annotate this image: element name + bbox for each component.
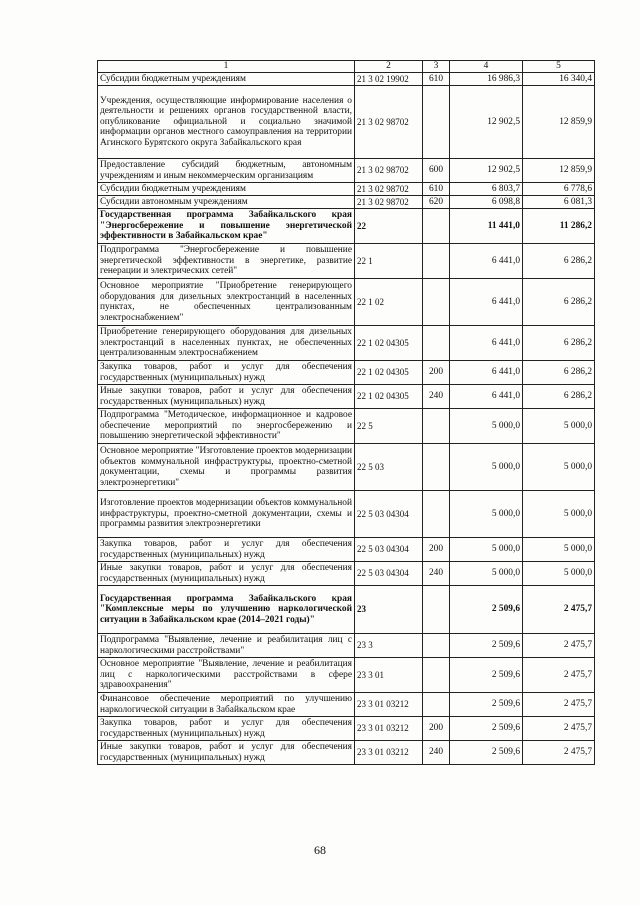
row-value-col4: 2 509,6 bbox=[450, 586, 523, 634]
row-value-col4: 5 000,0 bbox=[450, 444, 523, 491]
row-code: 21 3 02 98702 bbox=[355, 86, 423, 159]
row-value-col5: 2 475,7 bbox=[523, 658, 595, 693]
row-expense-type: 610 bbox=[423, 73, 450, 86]
table-row bbox=[98, 693, 595, 717]
row-code: 21 3 02 98702 bbox=[355, 183, 423, 196]
row-code: 22 1 bbox=[355, 244, 423, 279]
budget-table bbox=[97, 60, 595, 765]
row-value-col5: 6 778,6 bbox=[523, 183, 595, 196]
row-name: Финансовое обеспечение мероприятий по улучшению наркологической ситуации в Забайкальском крае bbox=[98, 693, 355, 717]
row-code: 23 3 01 03212 bbox=[355, 741, 423, 765]
row-code: 22 5 03 04304 bbox=[355, 538, 423, 562]
header-row bbox=[98, 61, 595, 73]
row-value-col5: 12 859,9 bbox=[523, 86, 595, 159]
table-row bbox=[98, 73, 595, 86]
table-row bbox=[98, 86, 595, 159]
row-name: Основное мероприятие "Приобретение генерирующего оборудования для дизельных электростанций в населенных пунктах, не обеспеченных централизованным электроснабжением" bbox=[98, 279, 355, 326]
row-name: Подпрограмма "Энергосбережение и повышение энергетической эффективности в энергетике, развитие генерации и электрических сетей" bbox=[98, 244, 355, 279]
row-value-col5: 16 340,4 bbox=[523, 73, 595, 86]
page-number: 68 bbox=[314, 843, 326, 857]
row-value-col5: 6 286,2 bbox=[523, 385, 595, 409]
header-col-3: 3 bbox=[423, 61, 450, 73]
row-code: 22 5 03 bbox=[355, 444, 423, 491]
table-row bbox=[98, 183, 595, 196]
table-row bbox=[98, 634, 595, 658]
table-row bbox=[98, 444, 595, 491]
row-expense-type bbox=[423, 86, 450, 159]
table-row bbox=[98, 562, 595, 586]
row-value-col5: 5 000,0 bbox=[523, 562, 595, 586]
row-value-col5: 11 286,2 bbox=[523, 209, 595, 244]
row-value-col5: 2 475,7 bbox=[523, 693, 595, 717]
row-value-col5: 5 000,0 bbox=[523, 444, 595, 491]
row-expense-type: 620 bbox=[423, 196, 450, 209]
row-code: 22 bbox=[355, 209, 423, 244]
row-code: 22 1 02 04305 bbox=[355, 326, 423, 361]
row-name: Подпрограмма "Выявление, лечение и реабилитация лиц с наркологическими расстройствами" bbox=[98, 634, 355, 658]
table-row bbox=[98, 409, 595, 444]
table-row bbox=[98, 196, 595, 209]
row-value-col4: 12 902,5 bbox=[450, 159, 523, 183]
budget-table-body bbox=[98, 61, 595, 765]
row-name: Субсидии бюджетным учреждениям bbox=[98, 183, 355, 196]
table-row bbox=[98, 717, 595, 741]
row-value-col4: 6 098,8 bbox=[450, 196, 523, 209]
row-name: Закупка товаров, работ и услуг для обеспечения государственных (муниципальных) нужд bbox=[98, 361, 355, 385]
row-value-col5: 6 286,2 bbox=[523, 244, 595, 279]
header-col-2: 2 bbox=[355, 61, 423, 73]
row-expense-type: 200 bbox=[423, 361, 450, 385]
row-expense-type bbox=[423, 244, 450, 279]
row-value-col5: 2 475,7 bbox=[523, 717, 595, 741]
row-value-col4: 6 441,0 bbox=[450, 279, 523, 326]
row-value-col4: 2 509,6 bbox=[450, 717, 523, 741]
row-value-col4: 5 000,0 bbox=[450, 491, 523, 538]
row-value-col4: 12 902,5 bbox=[450, 86, 523, 159]
row-expense-type: 240 bbox=[423, 741, 450, 765]
row-value-col4: 6 441,0 bbox=[450, 361, 523, 385]
row-value-col5: 6 081,3 bbox=[523, 196, 595, 209]
table-row bbox=[98, 586, 595, 634]
table-row bbox=[98, 279, 595, 326]
row-value-col4: 5 000,0 bbox=[450, 538, 523, 562]
table-row bbox=[98, 244, 595, 279]
row-name: Учреждения, осуществляющие информирование населения о деятельности и решениях органов государственной власти, опубликование официальной и социально значимой информации органов местного самоуправления на территории Агинского Бурятского округа Забайкальского края bbox=[98, 86, 355, 159]
row-code: 23 3 01 03212 bbox=[355, 717, 423, 741]
row-value-col4: 6 803,7 bbox=[450, 183, 523, 196]
row-code: 22 5 03 04304 bbox=[355, 491, 423, 538]
row-name: Иные закупки товаров, работ и услуг для обеспечения государственных (муниципальных) нужд bbox=[98, 741, 355, 765]
row-expense-type bbox=[423, 326, 450, 361]
row-value-col4: 2 509,6 bbox=[450, 658, 523, 693]
row-value-col5: 2 475,7 bbox=[523, 586, 595, 634]
row-expense-type bbox=[423, 658, 450, 693]
row-value-col5: 6 286,2 bbox=[523, 326, 595, 361]
row-value-col4: 11 441,0 bbox=[450, 209, 523, 244]
row-value-col4: 5 000,0 bbox=[450, 409, 523, 444]
table-row bbox=[98, 209, 595, 244]
row-name: Предоставление субсидий бюджетным, автономным учреждениям и иным некоммерческим организациям bbox=[98, 159, 355, 183]
row-name: Субсидии автономным учреждениям bbox=[98, 196, 355, 209]
row-expense-type: 240 bbox=[423, 385, 450, 409]
row-code: 23 bbox=[355, 586, 423, 634]
row-code: 23 3 01 03212 bbox=[355, 693, 423, 717]
row-value-col5: 2 475,7 bbox=[523, 741, 595, 765]
row-code: 22 1 02 04305 bbox=[355, 385, 423, 409]
row-value-col5: 2 475,7 bbox=[523, 634, 595, 658]
row-code: 23 3 bbox=[355, 634, 423, 658]
table-row bbox=[98, 385, 595, 409]
row-value-col5: 6 286,2 bbox=[523, 279, 595, 326]
row-name: Изготовление проектов модернизации объектов коммунальной инфраструктуры, проектно-сметной документации, схемы и программы развития электроэнергетики bbox=[98, 491, 355, 538]
row-name: Иные закупки товаров, работ и услуг для обеспечения государственных (муниципальных) нужд bbox=[98, 562, 355, 586]
table-row bbox=[98, 741, 595, 765]
row-expense-type: 200 bbox=[423, 538, 450, 562]
table-row bbox=[98, 159, 595, 183]
row-value-col4: 2 509,6 bbox=[450, 693, 523, 717]
row-expense-type: 600 bbox=[423, 159, 450, 183]
row-value-col5: 5 000,0 bbox=[523, 409, 595, 444]
header-col-5: 5 bbox=[523, 61, 595, 73]
row-name: Государственная программа Забайкальского края "Энергосбережение и повышение энергетической эффективности в Забайкальском крае" bbox=[98, 209, 355, 244]
row-value-col4: 6 441,0 bbox=[450, 244, 523, 279]
row-code: 22 5 bbox=[355, 409, 423, 444]
table-row bbox=[98, 361, 595, 385]
row-expense-type bbox=[423, 586, 450, 634]
row-expense-type: 200 bbox=[423, 717, 450, 741]
row-expense-type bbox=[423, 209, 450, 244]
row-expense-type bbox=[423, 693, 450, 717]
row-name: Подпрограмма "Методическое, информационное и кадровое обеспечение мероприятий по энергосбережению и повышению энергетической эффективности" bbox=[98, 409, 355, 444]
row-expense-type: 610 bbox=[423, 183, 450, 196]
row-value-col5: 5 000,0 bbox=[523, 538, 595, 562]
row-name: Закупка товаров, работ и услуг для обеспечения государственных (муниципальных) нужд bbox=[98, 717, 355, 741]
row-value-col4: 16 986,3 bbox=[450, 73, 523, 86]
table-row bbox=[98, 658, 595, 693]
row-value-col5: 12 859,9 bbox=[523, 159, 595, 183]
header-col-4: 4 bbox=[450, 61, 523, 73]
table-row bbox=[98, 326, 595, 361]
row-expense-type bbox=[423, 491, 450, 538]
row-value-col5: 5 000,0 bbox=[523, 491, 595, 538]
row-value-col4: 5 000,0 bbox=[450, 562, 523, 586]
row-value-col4: 6 441,0 bbox=[450, 326, 523, 361]
row-code: 21 3 02 98702 bbox=[355, 196, 423, 209]
row-expense-type: 240 bbox=[423, 562, 450, 586]
header-col-1: 1 bbox=[98, 61, 355, 73]
row-name: Иные закупки товаров, работ и услуг для обеспечения государственных (муниципальных) нужд bbox=[98, 385, 355, 409]
table-row bbox=[98, 491, 595, 538]
row-name: Основное мероприятие "Выявление, лечение и реабилитация лиц с наркологическими расстройствами в сфере здравоохранения" bbox=[98, 658, 355, 693]
row-code: 22 1 02 bbox=[355, 279, 423, 326]
row-code: 21 3 02 98702 bbox=[355, 159, 423, 183]
row-expense-type bbox=[423, 279, 450, 326]
row-name: Государственная программа Забайкальского края "Комплексные меры по улучшению наркологической ситуации в Забайкальском крае (2014–2021 годы)" bbox=[98, 586, 355, 634]
row-code: 22 1 02 04305 bbox=[355, 361, 423, 385]
row-value-col4: 6 441,0 bbox=[450, 385, 523, 409]
row-expense-type bbox=[423, 409, 450, 444]
row-code: 21 3 02 19902 bbox=[355, 73, 423, 86]
row-value-col4: 2 509,6 bbox=[450, 634, 523, 658]
row-name: Приобретение генерирующего оборудования для дизельных электростанций в населенных пунктах, не обеспеченных централизованным электроснабжением bbox=[98, 326, 355, 361]
row-name: Субсидии бюджетным учреждениям bbox=[98, 73, 355, 86]
row-name: Основное мероприятие "Изготовление проектов модернизации объектов коммунальной инфраструктуры, проектно-сметной документации, схемы и программы развития электроэнергетики" bbox=[98, 444, 355, 491]
row-value-col4: 2 509,6 bbox=[450, 741, 523, 765]
row-name: Закупка товаров, работ и услуг для обеспечения государственных (муниципальных) нужд bbox=[98, 538, 355, 562]
table-row bbox=[98, 538, 595, 562]
row-code: 23 3 01 bbox=[355, 658, 423, 693]
row-expense-type bbox=[423, 634, 450, 658]
row-value-col5: 6 286,2 bbox=[523, 361, 595, 385]
row-code: 22 5 03 04304 bbox=[355, 562, 423, 586]
row-expense-type bbox=[423, 444, 450, 491]
